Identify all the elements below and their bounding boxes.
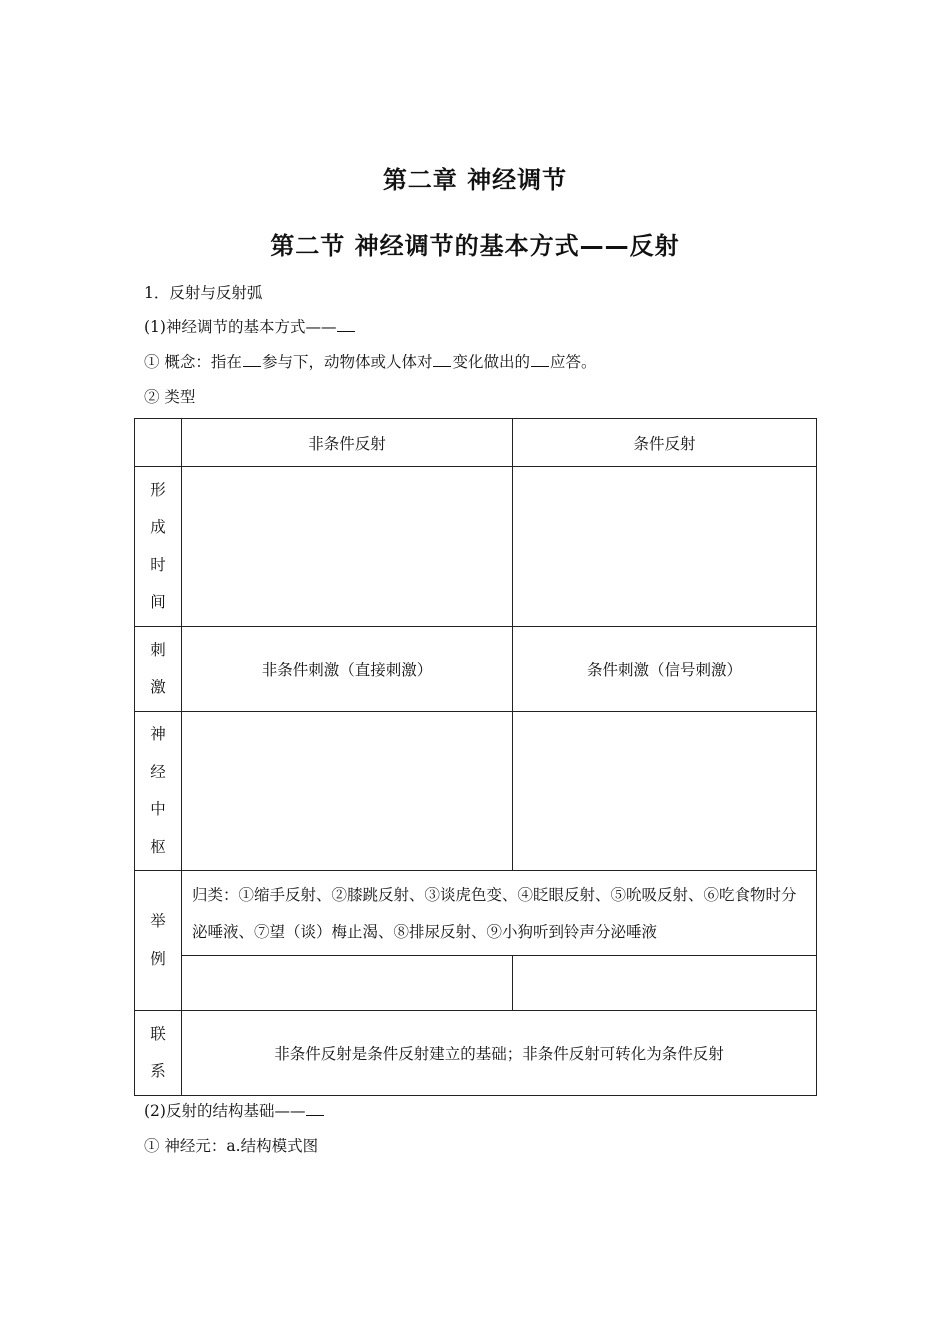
concept-text-d: 应答。 — [549, 353, 597, 371]
fill-blank — [337, 317, 355, 332]
row-label-nerve-center — [134, 711, 182, 871]
row-label-char: 激 — [150, 678, 166, 696]
item-basic-mode — [144, 316, 356, 338]
concept-text-c: 变化做出的 — [452, 353, 530, 371]
chapter-title: 第二章 神经调节 — [382, 166, 568, 194]
concept-text-a: ① 概念：指在 — [144, 353, 242, 371]
row-label-formation-time — [134, 466, 182, 627]
row-label-char: 系 — [150, 1062, 166, 1080]
row-label-relation — [134, 1010, 182, 1096]
types-label: ② 类型 — [144, 388, 196, 406]
fill-blank — [306, 1101, 324, 1116]
nerve-center-unconditioned-cell — [181, 711, 513, 871]
concept-line — [144, 351, 596, 373]
row-label-char: 例 — [150, 949, 166, 968]
row-label-char: 刺 — [150, 640, 166, 659]
formation-time-conditioned-cell — [512, 466, 817, 627]
header-conditioned: 条件反射 — [512, 418, 817, 467]
neuron-label: ① 神经元：a.结构模式图 — [144, 1137, 319, 1155]
fill-blank — [243, 352, 261, 367]
row-label-char: 神 — [150, 725, 166, 743]
row-label-examples — [134, 870, 182, 1011]
row-label-char: 联 — [150, 1024, 166, 1043]
fill-blank — [531, 352, 549, 367]
fill-blank — [433, 352, 451, 367]
item-structural-basis-text: (2)反射的结构基础—— — [144, 1102, 306, 1120]
reflex-comparison-table — [134, 418, 817, 1096]
header-unconditioned: 非条件反射 — [181, 418, 513, 467]
item-structural-basis — [144, 1100, 325, 1122]
row-label-char: 举 — [150, 912, 166, 930]
section-title: 第二节 神经调节的基本方式——反射 — [270, 232, 680, 260]
row-label-char: 中 — [150, 800, 166, 818]
stimulus-unconditioned-cell: 非条件刺激（直接刺激） — [181, 626, 513, 712]
formation-time-unconditioned-cell — [181, 466, 513, 627]
examples-classification-cell: 归类：①缩手反射、②膝跳反射、③谈虎色变、④眨眼反射、⑤吮吸反射、⑥吃食物时分泌唾液、⑦望（谈）梅止渴、⑧排尿反射、⑨小狗听到铃声分泌唾液 — [181, 870, 817, 956]
nerve-center-conditioned-cell — [512, 711, 817, 871]
examples-conditioned-answer-cell — [512, 955, 817, 1011]
row-label-char: 间 — [150, 593, 166, 611]
row-label-char: 经 — [150, 762, 166, 781]
row-label-char: 时 — [150, 555, 166, 574]
row-label-char: 形 — [150, 480, 166, 499]
row-label-stimulus — [134, 626, 182, 712]
stimulus-conditioned-cell: 条件刺激（信号刺激） — [512, 626, 817, 712]
row-label-char: 成 — [150, 518, 166, 536]
row-label-char: 枢 — [150, 837, 166, 856]
concept-text-b: 参与下，动物体或人体对 — [261, 353, 433, 371]
relation-cell: 非条件反射是条件反射建立的基础；非条件反射可转化为条件反射 — [181, 1010, 817, 1096]
item-basic-mode-text: (1)神经调节的基本方式—— — [144, 318, 337, 336]
table-corner-cell — [134, 418, 182, 467]
examples-unconditioned-answer-cell — [181, 955, 513, 1011]
heading-reflex-and-reflex-arc: 1．反射与反射弧 — [144, 284, 263, 302]
